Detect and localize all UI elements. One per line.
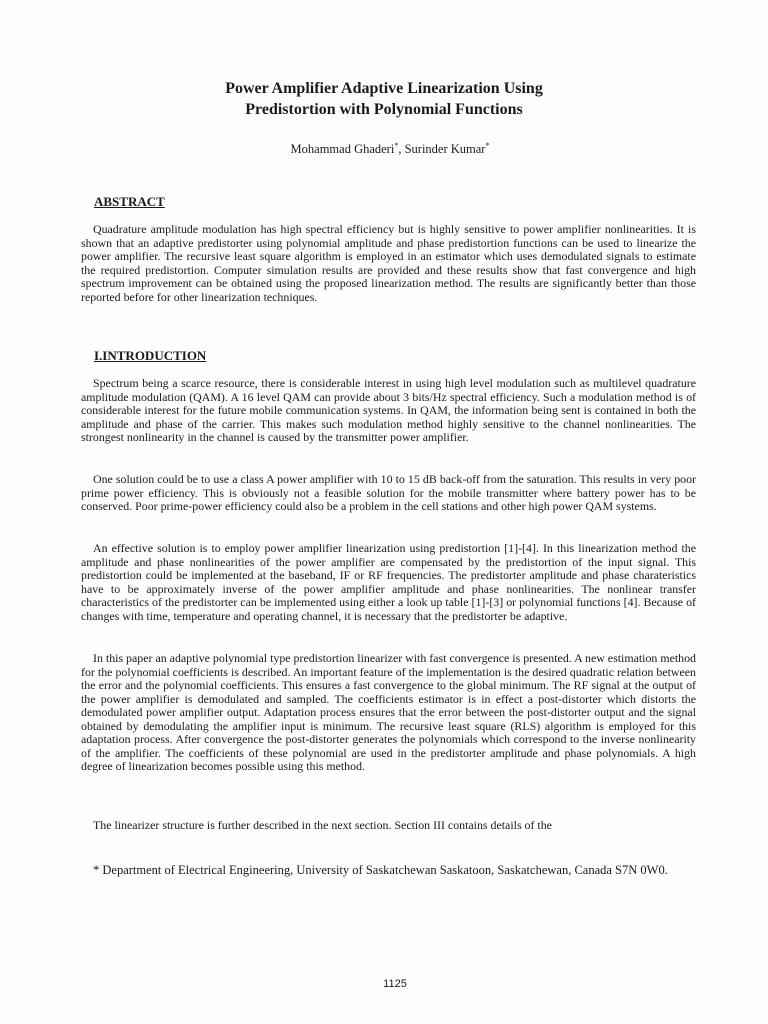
introduction-paragraph-1: Spectrum being a scarce resource, there is considerable interest in using high level modulation such as multilevel quadrature amplitude modulation (QAM). A 16 level QAM can provide about 3 bits/Hz spectral efficiency. Such a modulation method is of considerable interest for the future mobile communication systems. In QAM, the information being sent is contained in both the amplitude and phase of the carrier. This makes such modulation method highly sensitive to the channel nonlinearities. The strongest nonlinearity in the channel is caused by the transmitter power amplifier. <box>81 376 696 444</box>
title-line-2: Predistortion with Polynomial Functions <box>245 101 523 118</box>
page-number: 1125 <box>383 978 407 990</box>
paper-title <box>0 78 768 120</box>
author-1: Mohammad Ghaderi <box>290 142 395 157</box>
introduction-heading: I.INTRODUCTION <box>94 348 207 363</box>
introduction-paragraph-4: In this paper an adaptive polynomial type predistortion linearizer with fast convergence is presented. A new estimation method for the polynomial coefficients is described. An important feature of the implementation is the desired quadratic relation between the error and the polynomial coefficients. This ensures a fast convergence to the global minimum. The RF signal at the output of the power amplifier is demodulated and sampled. The coefficients estimator is in effect a post-distorter which distorts the demodulated power amplifier output. Adaptation process ensures that the error between the post-distorter output and the signal obtained by demodulating the amplifier input is minimum. The recursive least square (RLS) algorithm is employed for this adaptation process. After convergence the post-distorter generates the polynomials which correspond to the inverse nonlinearity of the amplifier. The coefficients of these polynomial are used in the predistorter amplitude and phase polynomials. A high degree of linearization becomes possible using this method. <box>81 651 696 773</box>
author-list <box>0 138 768 157</box>
abstract-text: Quadrature amplitude modulation has high spectral efficiency but is highly sensitive to power amplifier nonlinearities. It is shown that an adaptive predistorter using polynomial amplitude and phase predistortion functions can be used to linearize the power amplifier. The recursive least square algorithm is employed in an estimator which uses demodulated signals to estimate the required predistortion. Computer simulation results are provided and these results show that fast convergence and high spectrum improvement can be obtained using the proposed linearization method. The results are significantly better than those reported before for other linearization techniques. <box>81 222 696 304</box>
introduction-paragraph-3: An effective solution is to employ power amplifier linearization using predistortion [1]-[4]. In this linearization method the amplitude and phase nonlinearities of the power amplifier are compensated by the predistortion of the input signal. This predistortion could be implemented at the baseband, IF or RF frequencies. The predistorter amplitude and phase charateristics have to be approximately inverse of the power amplifier amplitude and phase nonlinearities. The nonlinear transfer characteristics of the predistorter can be implemented using either a look up table [1]-[3] or polynomial functions [4]. Because of changes with time, temperature and operating channel, it is necessary that the predistorter be adaptive. <box>81 541 696 623</box>
title-line-1: Power Amplifier Adaptive Linearization Using <box>225 80 543 97</box>
author-2-affiliation-mark: * <box>485 141 490 150</box>
abstract-heading: ABSTRACT <box>94 194 165 209</box>
author-1-affiliation-mark: * <box>394 141 399 150</box>
introduction-paragraph-5: The linearizer structure is further described in the next section. Section III contains details of the <box>93 818 552 832</box>
affiliation-footnote: * Department of Electrical Engineering, University of Saskatchewan Saskatoon, Saskatchewan, Canada S7N 0W0. <box>93 863 668 877</box>
introduction-paragraph-2: One solution could be to use a class A power amplifier with 10 to 15 dB back-off from the saturation. This results in very poor prime power efficiency. This is obviously not a feasible solution for the mobile transmitter where battery power has to be conserved. Poor prime-power efficiency could also be a problem in the cell stations and other high power QAM systems. <box>81 472 696 513</box>
author-2: Surinder Kumar <box>404 142 486 157</box>
author-separator: , <box>398 142 405 157</box>
